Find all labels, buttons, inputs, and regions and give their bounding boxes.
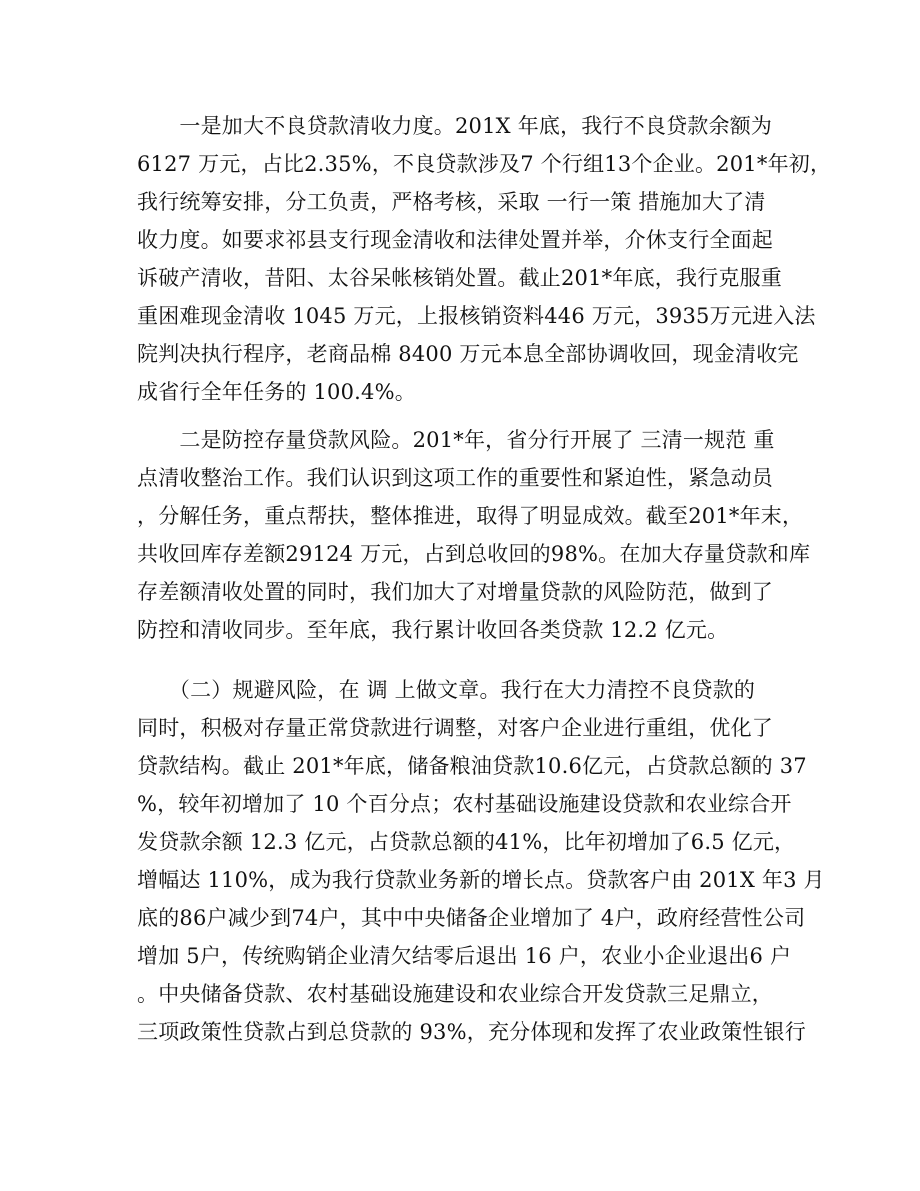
text-line: 增加 5户，传统购销企业清欠结零后退出 16 户，农业小企业退出6 户 (137, 944, 792, 968)
text-line: 三项政策性贷款占到总贷款的 93%，充分体现和发挥了农业政策性银行 (137, 1020, 806, 1044)
text-line: 共收回库存差额29124 万元，占到总收回的98%。在加大存量贷款和库 (137, 542, 811, 566)
text-line: 增幅达 110%，成为我行贷款业务新的增长点。贷款客户由 201X 年3 月 (137, 868, 825, 892)
text-line: 底的86户减少到74户，其中中央储备企业增加了 4户，政府经营性公司 (137, 906, 806, 930)
text-line: %，较年初增加了 10 个百分点；农村基础设施建设贷款和农业综合开 (137, 792, 792, 816)
text-line: 同时，积极对存量正常贷款进行调整，对客户企业进行重组，优化了 (137, 716, 773, 740)
text-line: 防控和清收同步。至年底，我行累计收回各类贷款 12.2 亿元。 (137, 618, 729, 642)
text-line: 诉破产清收，昔阳、太谷呆帐核销处置。截止201*年底，我行克服重 (137, 266, 782, 290)
text-line: 成省行全年任务的 100.4%。 (137, 380, 416, 404)
text-line: 我行统筹安排，分工负责，严格考核，采取 一行一策 措施加大了清 (137, 190, 766, 214)
text-line: 院判决执行程序，老商品棉 8400 万元本息全部协调收回，现金清收完 (137, 342, 799, 366)
text-line: 6127 万元，占比2.35%，不良贷款涉及7 个行组13个企业。201*年初， (137, 152, 832, 176)
text-line: 存差额清收处置的同时，我们加大了对增量贷款的风险防范，做到了 (137, 580, 773, 604)
text-line: 收力度。如要求祁县支行现金清收和法律处置并举，介休支行全面起 (137, 228, 773, 252)
text-line: 重困难现金清收 1045 万元，上报核销资料446 万元，3935万元进入法 (137, 304, 816, 328)
text-line: 。中央储备贷款、农村基础设施建设和农业综合开发贷款三足鼎立， (137, 982, 773, 1006)
text-line: 二是防控存量贷款风险。201*年，省分行开展了 三清一规范 重 (137, 428, 775, 452)
text-line: （二）规避风险，在 调 上做文章。我行在大力清控不良贷款的 (137, 678, 756, 702)
text-line: 点清收整治工作。我们认识到这项工作的重要性和紧迫性，紧急动员 (137, 466, 773, 490)
text-line: 贷款结构。截止 201*年底，储备粮油贷款10.6亿元，占贷款总额的 37 (137, 754, 807, 778)
text-line: ，分解任务，重点帮扶，整体推进，取得了明显成效。截至201*年末， (137, 504, 804, 528)
text-line: 发贷款余额 12.3 亿元，占贷款总额的41%，比年初增加了6.5 亿元， (137, 830, 796, 854)
text-line: 一是加大不良贷款清收力度。201X 年底，我行不良贷款余额为 (137, 114, 773, 138)
